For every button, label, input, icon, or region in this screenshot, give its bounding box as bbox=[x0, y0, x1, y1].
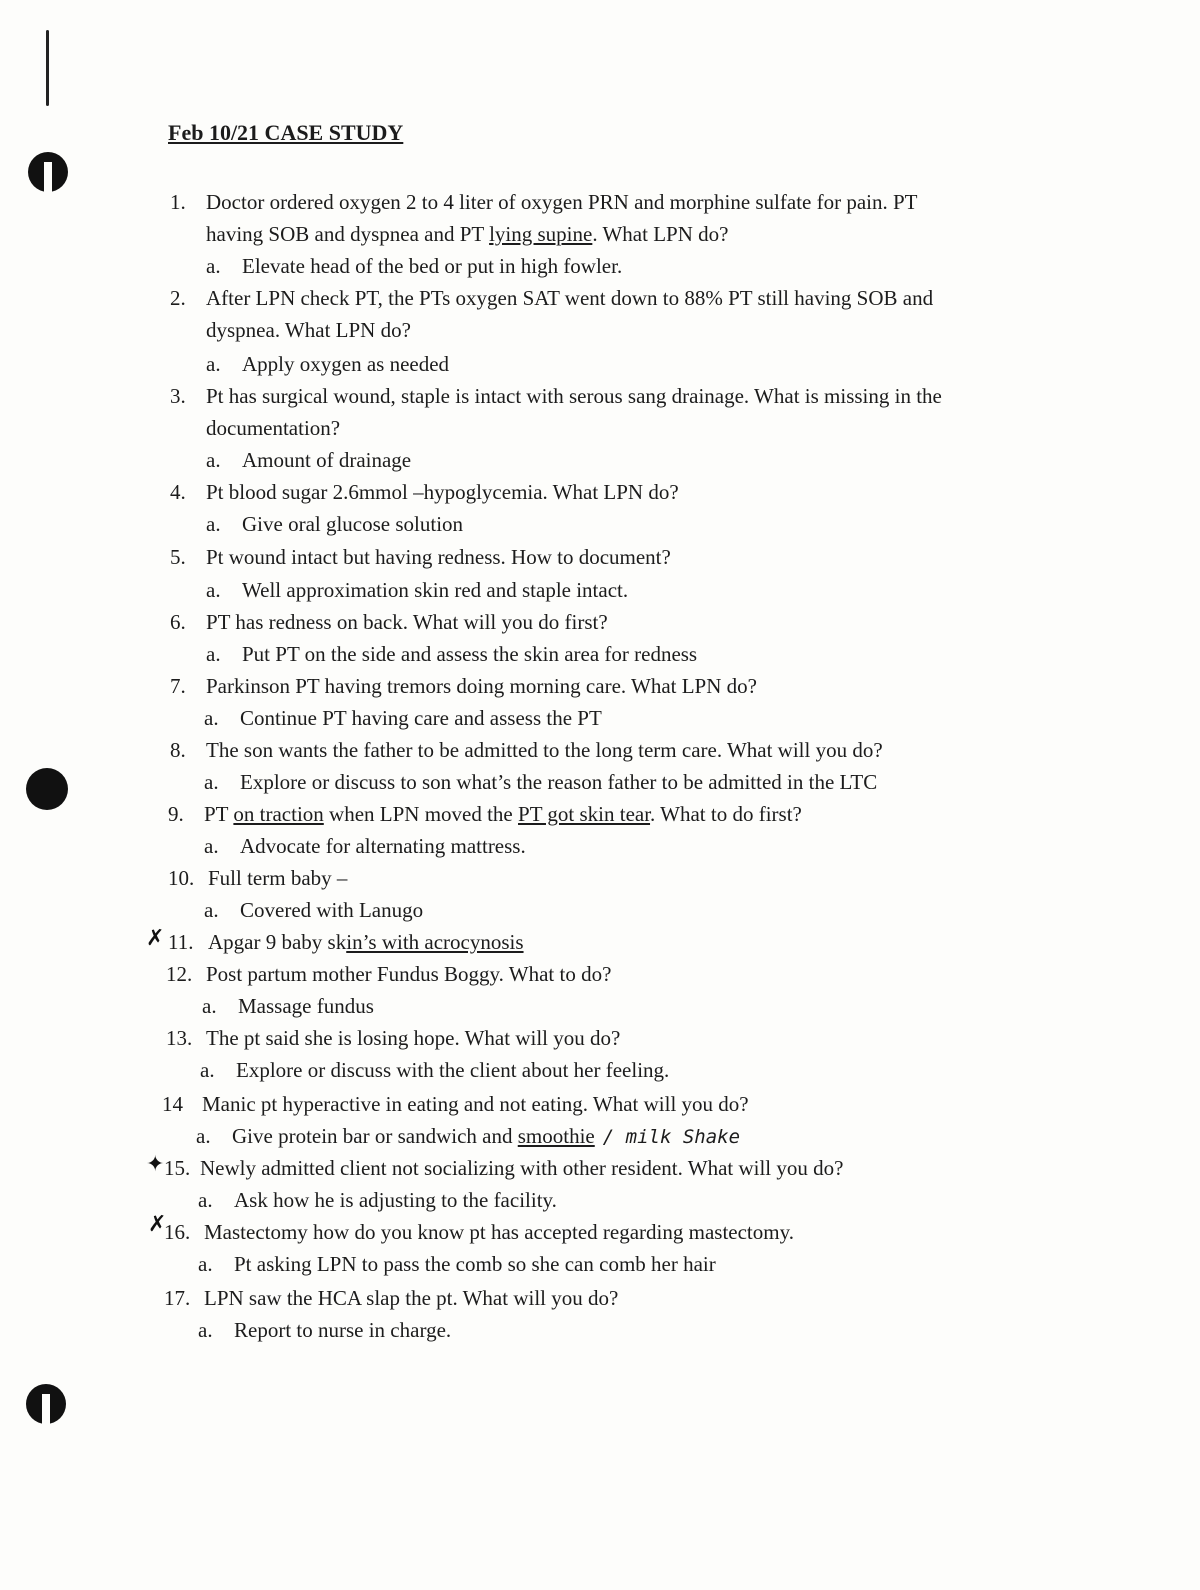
punch-hole-icon bbox=[26, 768, 68, 810]
answer-17 bbox=[198, 1316, 451, 1344]
answer-text: Well approximation skin red and staple intact. bbox=[242, 578, 629, 602]
question-5 bbox=[170, 543, 671, 571]
question-text: documentation? bbox=[206, 416, 341, 440]
answer-8 bbox=[204, 768, 877, 796]
answer-10 bbox=[204, 896, 423, 924]
answer-7 bbox=[204, 704, 602, 732]
question-text: Doctor ordered oxygen 2 to 4 liter of oxygen PRN and morphine sulfate for pain. PT bbox=[206, 190, 918, 214]
question-3 bbox=[170, 382, 942, 410]
answer-letter: a. bbox=[198, 1252, 213, 1276]
question-9 bbox=[168, 800, 802, 828]
answer-6 bbox=[206, 640, 697, 668]
question-number: 10. bbox=[168, 866, 195, 890]
answer-letter: a. bbox=[198, 1318, 213, 1342]
answer-letter: a. bbox=[204, 706, 219, 730]
question-12 bbox=[166, 960, 611, 988]
question-text: Full term baby – bbox=[208, 866, 348, 890]
answer-1 bbox=[206, 252, 622, 280]
question-number: 6. bbox=[170, 610, 186, 634]
question-2-cont bbox=[206, 316, 411, 344]
answer-letter: a. bbox=[206, 448, 221, 472]
question-text: Newly admitted client not socializing with other resident. What will you do? bbox=[200, 1156, 844, 1180]
question-text: when LPN moved the bbox=[323, 802, 519, 826]
question-1 bbox=[170, 188, 918, 216]
question-text: dyspnea. What LPN do? bbox=[206, 318, 411, 342]
question-text: Parkinson PT having tremors doing morning care. What LPN do? bbox=[206, 674, 757, 698]
question-14 bbox=[162, 1090, 749, 1118]
answer-letter: a. bbox=[206, 512, 221, 536]
underlined-text: smoothie bbox=[517, 1124, 595, 1148]
answer-letter: a. bbox=[204, 770, 219, 794]
question-2 bbox=[170, 284, 933, 312]
underlined-text: lying supine bbox=[489, 222, 593, 246]
answer-13 bbox=[200, 1056, 669, 1084]
answer-letter: a. bbox=[198, 1188, 213, 1212]
handwritten-mark-icon: ✦ bbox=[146, 1152, 165, 1177]
answer-text: Advocate for alternating mattress. bbox=[240, 834, 526, 858]
question-number: 3. bbox=[170, 384, 186, 408]
question-4 bbox=[170, 478, 679, 506]
question-number: 12. bbox=[166, 962, 193, 986]
question-text: Mastectomy how do you know pt has accepted regarding mastectomy. bbox=[204, 1220, 794, 1244]
answer-letter: a. bbox=[196, 1124, 211, 1148]
answer-3 bbox=[206, 446, 411, 474]
answer-text: Amount of drainage bbox=[242, 448, 412, 472]
question-number: 8. bbox=[170, 738, 186, 762]
question-text: having SOB and dyspnea and PT bbox=[206, 222, 490, 246]
margin-mark bbox=[46, 30, 49, 106]
punch-hole-icon bbox=[28, 152, 68, 192]
answer-text: Give oral glucose solution bbox=[242, 512, 464, 536]
question-6 bbox=[170, 608, 608, 636]
question-number: 13. bbox=[166, 1026, 193, 1050]
question-text: Apgar 9 baby sk bbox=[208, 930, 347, 954]
answer-letter: a. bbox=[206, 578, 221, 602]
answer-letter: a. bbox=[204, 834, 219, 858]
answer-text: Give protein bar or sandwich and bbox=[232, 1124, 518, 1148]
question-text: Manic pt hyperactive in eating and not eating. What will you do? bbox=[202, 1092, 749, 1116]
underlined-text: PT got skin tear bbox=[518, 802, 651, 826]
question-text: Pt has surgical wound, staple is intact with serous sang drainage. What is missing in the bbox=[206, 384, 942, 408]
answer-2 bbox=[206, 350, 449, 378]
answer-16 bbox=[198, 1250, 716, 1278]
answer-letter: a. bbox=[204, 898, 219, 922]
page-title: Feb 10/21 CASE STUDY bbox=[168, 120, 404, 145]
question-text: . What to do first? bbox=[650, 802, 802, 826]
question-text: Post partum mother Fundus Boggy. What to do? bbox=[206, 962, 612, 986]
question-number: 15. bbox=[164, 1156, 191, 1180]
question-17 bbox=[164, 1284, 618, 1312]
question-10 bbox=[168, 864, 347, 892]
answer-letter: a. bbox=[200, 1058, 215, 1082]
punch-hole-icon bbox=[26, 1384, 66, 1424]
question-1-cont bbox=[206, 220, 728, 248]
question-text: The son wants the father to be admitted to the long term care. What will you do? bbox=[206, 738, 883, 762]
question-number: 1. bbox=[170, 190, 186, 214]
answer-text: Explore or discuss with the client about her feeling. bbox=[236, 1058, 670, 1082]
question-7 bbox=[170, 672, 757, 700]
question-number: 14 bbox=[162, 1092, 183, 1116]
answer-9 bbox=[204, 832, 526, 860]
handwritten-mark-icon: ✗ bbox=[148, 1212, 167, 1237]
answer-text: Elevate head of the bed or put in high fowler. bbox=[242, 254, 623, 278]
answer-text: Covered with Lanugo bbox=[240, 898, 424, 922]
answer-text: Apply oxygen as needed bbox=[242, 352, 450, 376]
answer-letter: a. bbox=[206, 642, 221, 666]
underlined-text: in’s with acrocynosis bbox=[346, 930, 524, 954]
question-13 bbox=[166, 1024, 620, 1052]
answer-letter: a. bbox=[202, 994, 217, 1018]
question-text: The pt said she is losing hope. What will you do? bbox=[206, 1026, 621, 1050]
answer-text: Explore or discuss to son what’s the reason father to be admitted in the LTC bbox=[240, 770, 878, 794]
question-text: Pt blood sugar 2.6mmol –hypoglycemia. What LPN do? bbox=[206, 480, 679, 504]
question-number: 2. bbox=[170, 286, 186, 310]
question-text: PT bbox=[204, 802, 234, 826]
question-3-cont bbox=[206, 414, 340, 442]
question-text: . What LPN do? bbox=[592, 222, 729, 246]
answer-letter: a. bbox=[206, 254, 221, 278]
underlined-text: on traction bbox=[233, 802, 324, 826]
question-text: LPN saw the HCA slap the pt. What will you do? bbox=[204, 1286, 619, 1310]
answer-text: Report to nurse in charge. bbox=[234, 1318, 452, 1342]
question-number: 4. bbox=[170, 480, 186, 504]
answer-14 bbox=[196, 1122, 740, 1151]
answer-4 bbox=[206, 510, 463, 538]
answer-letter: a. bbox=[206, 352, 221, 376]
answer-text: Pt asking LPN to pass the comb so she can comb her hair bbox=[234, 1252, 716, 1276]
question-number: 7. bbox=[170, 674, 186, 698]
answer-text: Massage fundus bbox=[238, 994, 374, 1018]
question-15 bbox=[164, 1154, 843, 1182]
question-number: 9. bbox=[168, 802, 184, 826]
question-11 bbox=[168, 928, 524, 956]
handwritten-note: / milk Shake bbox=[602, 1126, 741, 1148]
question-number: 11. bbox=[168, 930, 194, 954]
answer-text: Put PT on the side and assess the skin area for redness bbox=[242, 642, 698, 666]
answer-5 bbox=[206, 576, 628, 604]
question-number: 5. bbox=[170, 545, 186, 569]
answer-text: Continue PT having care and assess the PT bbox=[240, 706, 602, 730]
question-number: 16. bbox=[164, 1220, 191, 1244]
answer-12 bbox=[202, 992, 374, 1020]
question-16 bbox=[164, 1218, 794, 1246]
handwritten-mark-icon: ✗ bbox=[146, 926, 165, 951]
answer-text: Ask how he is adjusting to the facility. bbox=[234, 1188, 557, 1212]
question-text: PT has redness on back. What will you do first? bbox=[206, 610, 608, 634]
answer-15 bbox=[198, 1186, 557, 1214]
question-number: 17. bbox=[164, 1286, 191, 1310]
question-text: After LPN check PT, the PTs oxygen SAT went down to 88% PT still having SOB and bbox=[206, 286, 934, 310]
question-text: Pt wound intact but having redness. How to document? bbox=[206, 545, 671, 569]
question-8 bbox=[170, 736, 883, 764]
